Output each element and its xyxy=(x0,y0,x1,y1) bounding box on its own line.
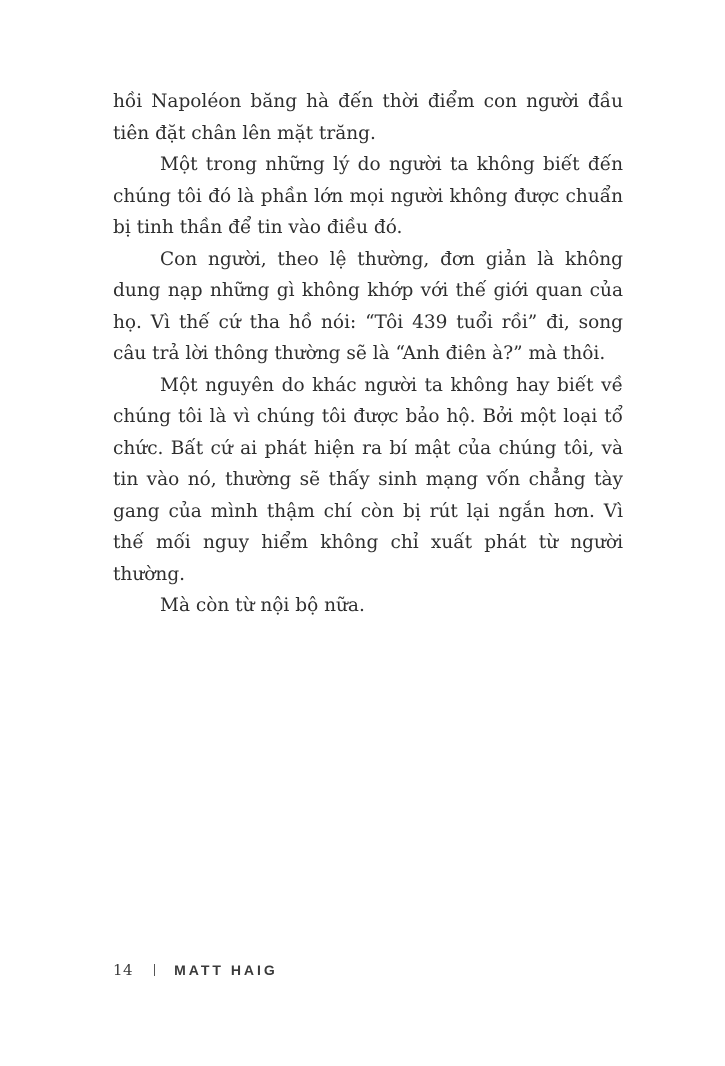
author-name: MATT HAIG xyxy=(174,962,278,978)
paragraph-continuation: hồi Napoléon băng hà đến thời điểm con người đầu tiên đặt chân lên mặt trăng. xyxy=(113,91,623,144)
footer-separator xyxy=(154,964,155,976)
running-footer xyxy=(113,958,278,982)
paragraph: Mà còn từ nội bộ nữa. xyxy=(160,595,365,616)
paragraph: Con người, theo lệ thường, đơn giản là không dung nạp những gì không khớp với thế giới quan của họ. Vì thế cứ tha hồ nói: “Tôi 439 tuổi rồi” đi, song câu trả lời thông thường sẽ là “Anh điên à?” mà thôi. xyxy=(113,248,623,364)
paragraph: Một nguyên do khác người ta không hay biết về chúng tôi là vì chúng tôi được bảo hộ. Bởi một loại tổ chức. Bất cứ ai phát hiện ra bí mật của chúng tôi, và tin vào nó, thường sẽ thấy sinh mạng vốn chẳng tày gang của mình thậm chí còn bị rút lại ngắn hơn. Vì thế mối nguy hiểm không chỉ xuất phát từ người thường. xyxy=(113,374,623,585)
body-text xyxy=(113,86,623,622)
paragraph: Một trong những lý do người ta không biết đến chúng tôi đó là phần lớn mọi người không được chuẩn bị tinh thần để tin vào điều đó. xyxy=(113,154,623,238)
page-number: 14 xyxy=(113,961,134,979)
